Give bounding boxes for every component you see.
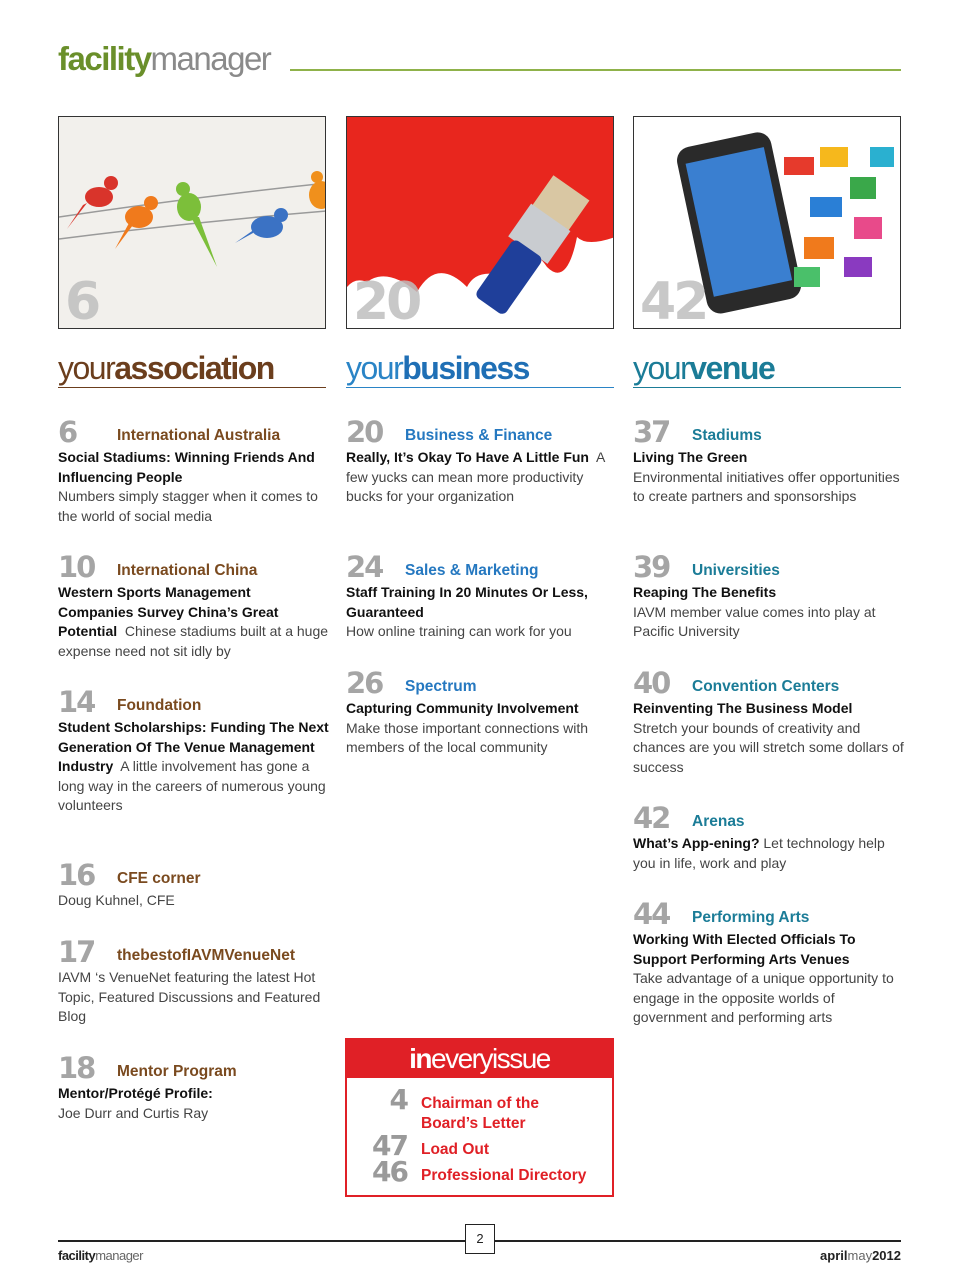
headline: Really, It’s Okay To Have A Little Fun xyxy=(346,449,589,465)
description: Environmental initiatives offer opportunities to create partners and sponsorships xyxy=(633,468,900,504)
headline: Reaping The Benefits xyxy=(633,584,777,600)
hero-image-business xyxy=(346,116,614,329)
description: IAVM ‘s VenueNet featuring the latest Hot Topic, Featured Discussions and Featured Blog xyxy=(58,969,321,1024)
footer xyxy=(58,1230,901,1270)
section-word: business xyxy=(402,350,529,386)
description: Stretch your bounds of creativity and chances are you will stretch some dollars of success xyxy=(633,719,904,775)
category: Business & Finance xyxy=(405,427,553,444)
footer-logo: facilitymanager xyxy=(58,1248,143,1263)
category: Spectrum xyxy=(405,678,477,695)
page-number: 18 xyxy=(58,1051,95,1085)
headline: Western Sports Management Companies Survey China’s Great Potential xyxy=(58,584,279,639)
category: thebestofIAVMVenueNet xyxy=(117,947,295,964)
page-number: 14 xyxy=(58,685,95,719)
hero-page-number: 6 xyxy=(65,272,99,329)
in-every-issue-title: ineveryissue xyxy=(347,1040,612,1078)
category: Stadiums xyxy=(692,427,762,444)
toc-entry[interactable] xyxy=(346,415,618,507)
toc-entry[interactable] xyxy=(58,685,330,816)
toc-entry[interactable] xyxy=(633,550,905,642)
logo xyxy=(58,40,270,78)
hero-image-venue xyxy=(633,116,901,329)
description: Let technology help you in life, work and play xyxy=(633,835,885,871)
toc-entry[interactable] xyxy=(58,1051,330,1123)
hero-image-association xyxy=(58,116,326,329)
page-number: 4 xyxy=(389,1083,407,1116)
category: International China xyxy=(117,562,258,579)
toc-entry[interactable] xyxy=(58,415,330,526)
page-number: 6 xyxy=(58,415,77,449)
headline: Reinventing The Business Model xyxy=(633,700,853,716)
toc-entry[interactable] xyxy=(633,801,905,873)
section-your: your xyxy=(346,350,403,386)
toc-entry[interactable] xyxy=(633,415,905,507)
toc-entry[interactable] xyxy=(58,935,330,1027)
category: Sales & Marketing xyxy=(405,562,539,579)
hero-page-number: 42 xyxy=(640,272,707,329)
section-header-association xyxy=(58,352,326,390)
logo-light: manager xyxy=(150,40,271,77)
footer-issue-date: aprilmay2012 xyxy=(820,1248,901,1263)
issue-item-label: Professional Directory xyxy=(421,1167,587,1184)
masthead xyxy=(58,40,901,76)
category: Arenas xyxy=(692,813,745,830)
page-number: 26 xyxy=(346,666,383,700)
issue-item-label: Load Out xyxy=(421,1141,490,1158)
page-number: 17 xyxy=(58,935,95,969)
description: Doug Kuhnel, CFE xyxy=(58,892,175,908)
description: A few yucks can mean more productivity bucks for your organization xyxy=(346,449,605,504)
headline: Working With Elected Officials To Support Performing Arts Venues xyxy=(633,931,856,967)
page-number: 16 xyxy=(58,858,95,892)
page-number: 44 xyxy=(633,897,670,931)
section-your: your xyxy=(633,350,690,386)
description: Chinese stadiums built at a huge expense need not sit idly by xyxy=(58,623,329,659)
description: Numbers simply stagger when it comes to the world of social media xyxy=(58,488,318,524)
section-word: venue xyxy=(689,350,775,386)
headline: Capturing Community Involvement xyxy=(346,700,579,716)
description: IAVM member value comes into play at Pacific University xyxy=(633,603,876,639)
page-number: 46 xyxy=(372,1155,407,1188)
page-number-box: 2 xyxy=(465,1224,495,1254)
toc-entry[interactable] xyxy=(346,550,618,642)
section-rule xyxy=(633,387,901,389)
page-number: 40 xyxy=(633,666,670,700)
section-rule xyxy=(58,387,326,389)
category: Convention Centers xyxy=(692,678,840,695)
headline: What’s App-ening? xyxy=(633,835,760,851)
toc-entry[interactable] xyxy=(633,897,905,1028)
headline: Living The Green xyxy=(633,449,748,465)
description: How online training can work for you xyxy=(346,623,572,639)
headline: Staff Training In 20 Minutes Or Less, Guaranteed xyxy=(346,584,588,620)
toc-entry[interactable] xyxy=(58,858,330,911)
in-every-issue-box xyxy=(345,1038,614,1197)
logo-bold: facility xyxy=(58,40,151,77)
description: Make those important connections with members of the local community xyxy=(346,719,589,755)
headline: Mentor/Protégé Profile: xyxy=(58,1085,213,1101)
section-header-venue xyxy=(633,352,901,390)
toc-entry[interactable] xyxy=(58,550,330,661)
section-rule xyxy=(346,387,614,389)
toc-entry[interactable] xyxy=(633,666,905,777)
page-number: 37 xyxy=(633,415,670,449)
masthead-rule xyxy=(290,69,901,71)
toc-entry[interactable] xyxy=(346,666,618,758)
category: International Australia xyxy=(117,427,281,444)
section-word: association xyxy=(114,350,274,386)
birds-on-wire-illustration xyxy=(59,117,326,329)
page-number: 24 xyxy=(346,550,383,584)
category: Foundation xyxy=(117,697,202,714)
category: Performing Arts xyxy=(692,909,810,926)
page-number: 10 xyxy=(58,550,95,584)
page-number: 20 xyxy=(346,415,383,449)
section-your: your xyxy=(58,350,115,386)
hero-page-number: 20 xyxy=(353,272,420,329)
page-number: 42 xyxy=(633,801,670,835)
page-number: 39 xyxy=(633,550,670,584)
issue-item-label: Chairman of the Board’s Letter xyxy=(421,1095,539,1132)
headline: Student Scholarships: Funding The Next Generation Of The Venue Management Industry xyxy=(58,719,329,774)
headline: Social Stadiums: Winning Friends And Influencing People xyxy=(58,449,315,485)
description: A little involvement has gone a long way in the careers of numerous young volunteers xyxy=(58,758,326,813)
category: CFE corner xyxy=(117,870,201,887)
section-header-business xyxy=(346,352,614,390)
description: Take advantage of a unique opportunity to engage in the opposite worlds of government and performing arts xyxy=(633,970,894,1025)
category: Mentor Program xyxy=(117,1063,237,1080)
page-number: 47 xyxy=(372,1129,407,1162)
description: Joe Durr and Curtis Ray xyxy=(58,1104,209,1121)
category: Universities xyxy=(692,562,780,579)
